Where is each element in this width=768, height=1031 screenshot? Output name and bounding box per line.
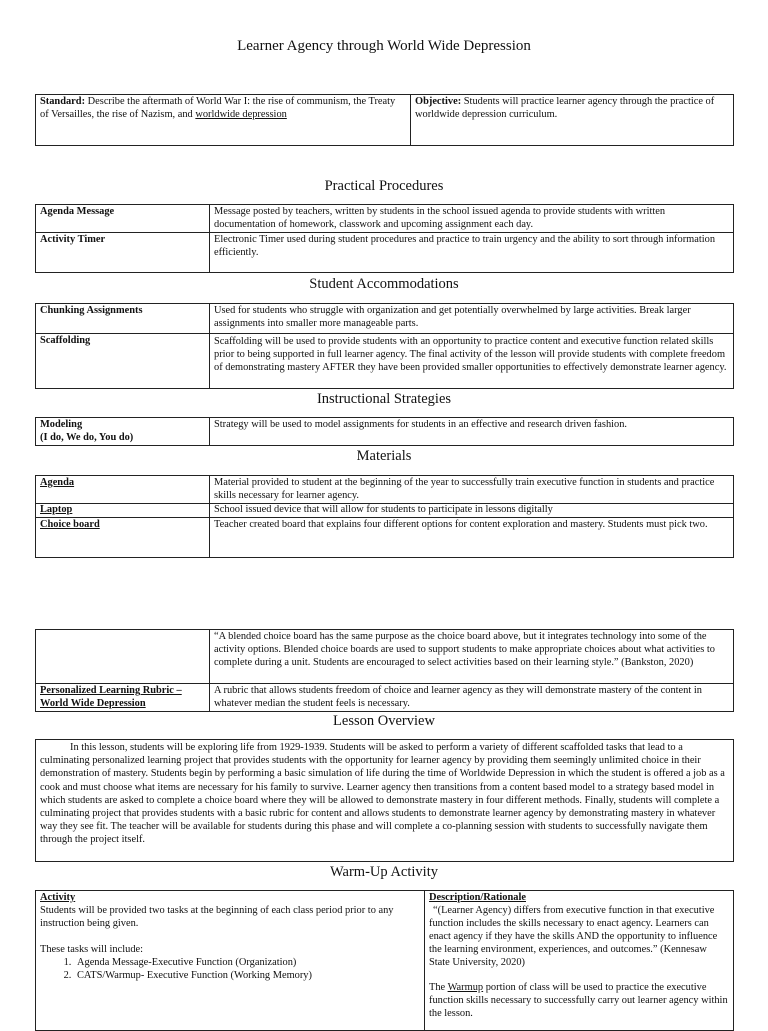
lesson-overview-text: In this lesson, students will be exploring life from 1929-1939. Students will be asked to perform a variety of different scaffolded tasks that lead to a culminating personalized learning project that provides students with the opportunity for learner agency by providing them seemingly unlimited choice in their demonstration of mastery. Students begin by performing a basic simulation of life during the time of Worldwide Depression in which the student is offered a job as a cook and must choose what items are necessary for his family to survive. Learner agency then transitions from a content based model to a strategy based model in which students are asked to complete a choice board where they will be allowed to demonstrate mastery in four different methods. Finally, students will complete a culminating project that provides students with a basic rubric for content and allows students to demonstrate learner agency by demonstrating mastery in whatever way they see fit. The teacher will be available for students during this phase and will complete a co-planning session with students to successfully navigate them through the project itself.: [36, 740, 734, 862]
accommodation-term: Scaffolding: [36, 334, 210, 389]
standard-cell: [36, 95, 411, 146]
material-term: Choice board: [36, 518, 210, 558]
standard-text: Describe the aftermath of World War I: the rise of communism, the Treaty of Versailles, the rise of Nazism, and: [40, 96, 396, 120]
standard-link: worldwide depression: [195, 108, 287, 120]
material-desc: Teacher created board that explains four different options for content exploration and mastery. Students must pick two.: [210, 518, 734, 558]
material-term: Agenda: [36, 476, 210, 504]
procedure-desc: Electronic Timer used during student procedures and practice to train urgency and the ability to sort through information efficiently.: [210, 233, 734, 273]
tasks-list: [40, 957, 420, 983]
accommodation-desc: Used for students who struggle with organization and get potentially overwhelmed by large activities. Break larger assignments into smaller more manageable parts.: [210, 304, 734, 334]
material-term: Laptop: [36, 504, 210, 518]
instructional-strategies-table: [35, 417, 734, 446]
materials-continued-table: [35, 629, 734, 712]
activity-header: Activity: [40, 892, 76, 903]
practical-procedures-table: [35, 204, 734, 273]
material-desc: School issued device that will allow for students to participate in lessons digitally: [210, 504, 734, 518]
warmup-activity-cell: [36, 891, 425, 1031]
task-item: 1. Agenda Message-Executive Function (Organization): [74, 957, 420, 970]
objective-text: Students will practice learner agency through the practice of worldwide depression curriculum.: [415, 96, 715, 120]
warmup-table: [35, 890, 734, 1031]
rationale-p2-link: Warmup: [447, 982, 484, 994]
objective-label: Objective:: [415, 96, 462, 107]
student-accommodations-heading: Student Accommodations: [309, 276, 459, 292]
rationale-header: Description/Rationale: [429, 892, 526, 903]
materials-heading: Materials: [356, 448, 412, 464]
strategy-term: [36, 418, 210, 446]
warmup-heading: Warm-Up Activity: [330, 864, 438, 880]
tasks-intro: These tasks will include:: [40, 943, 144, 955]
objective-cell: [411, 95, 734, 146]
materials-table: [35, 475, 734, 558]
instructional-strategies-heading: Instructional Strategies: [316, 391, 452, 407]
task-item: 2. CATS/Warmup- Executive Function (Working Memory): [74, 970, 420, 983]
warmup-rationale-cell: [425, 891, 734, 1031]
rationale-paragraph: [429, 982, 729, 1021]
material-desc: “A blended choice board has the same purpose as the choice board above, but it integrates technology into some of the activity options. Blended choice boards are used to support students to make appropriate choices about what activities to complete during a unit. Students are encouraged to select activities based on their learning style.” (Bankston, 2020): [210, 630, 734, 684]
standard-objective-table: [35, 94, 734, 146]
material-desc: Material provided to student at the beginning of the year to successfully train executive function in students and practice skills necessary for learner agency.: [210, 476, 734, 504]
practical-procedures-heading: Practical Procedures: [324, 178, 444, 194]
material-desc: A rubric that allows students freedom of choice and learner agency as they will demonstrate mastery of the content in whatever median the student feels is necessary.: [210, 684, 734, 712]
procedure-term: Activity Timer: [36, 233, 210, 273]
rationale-p2-post: portion of class will be used to practice the executive function skills necessary to successfully carry out learner agency within the lesson.: [429, 982, 728, 1020]
strategy-desc: Strategy will be used to model assignments for students in an effective and research driven fashion.: [210, 418, 734, 446]
strategy-term-line2: (I do, We do, You do): [40, 431, 134, 443]
activity-text: Students will be provided two tasks at the beginning of each class period prior to any instruction being given.: [40, 904, 394, 929]
accommodation-term: Chunking Assignments: [36, 304, 210, 334]
accommodation-desc: Scaffolding will be used to provide students with an opportunity to practice content and executive function related skills prior to being supported in full learner agency. The final activity of the lesson will provide students with complete freedom of demonstrating mastery AFTER they have been provided smaller opportunities to effectively demonstrate learner agency.: [210, 334, 734, 389]
rationale-p2-pre: The: [429, 982, 446, 994]
document-title: Learner Agency through World Wide Depression: [237, 38, 531, 54]
strategy-term-line1: Modeling: [40, 419, 83, 430]
rationale-quote: “(Learner Agency) differs from executive function in that executive function includes the skills necessary to enact agency. Learners can enact agency if they have the skills AND the opportunity to influence the learning environment, experiences, and outcomes.” (Kennesaw State University, 2020): [429, 904, 718, 968]
material-term: Personalized Learning Rubric – World Wide Depression: [36, 684, 210, 712]
standard-label: Standard:: [40, 96, 86, 107]
procedure-term: Agenda Message: [36, 205, 210, 233]
lesson-overview-table: [35, 739, 734, 862]
lesson-overview-heading: Lesson Overview: [333, 713, 435, 729]
material-term: [36, 630, 210, 684]
student-accommodations-table: [35, 303, 734, 389]
procedure-desc: Message posted by teachers, written by students in the school issued agenda to provide students with written documentation of homework, classwork and upcoming assignment each day.: [210, 205, 734, 233]
